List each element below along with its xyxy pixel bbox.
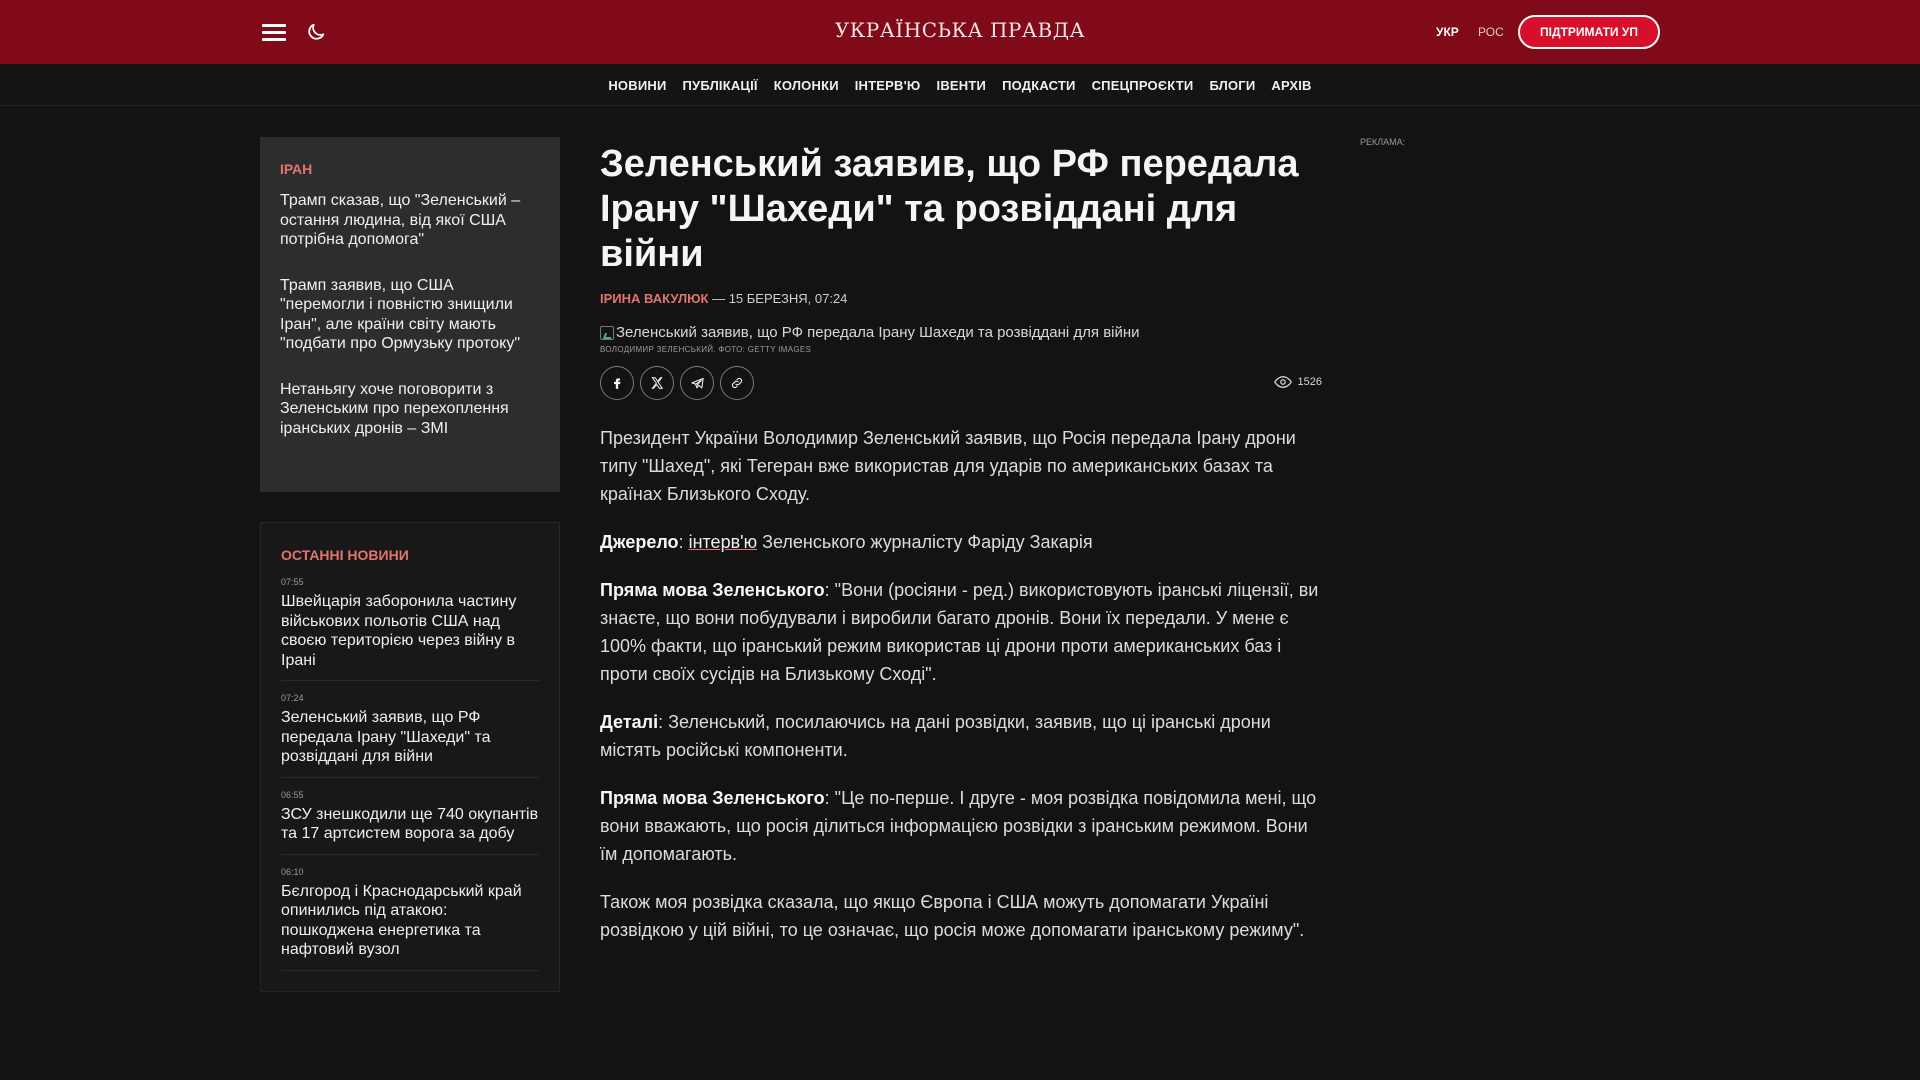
- x-icon: [650, 376, 664, 390]
- menu-icon[interactable]: [262, 24, 286, 42]
- facebook-icon: [610, 376, 624, 390]
- nav-item-archive[interactable]: АРХІВ: [1271, 78, 1312, 93]
- topic-item[interactable]: Трамп сказав, що "Зеленський – остання людина, від якої США потрібна допомога": [280, 192, 521, 248]
- byline: [600, 291, 1322, 306]
- eye-icon: [1274, 376, 1292, 388]
- latest-news-item[interactable]: [281, 790, 539, 855]
- ad-label: РЕКЛАМА:: [1360, 137, 1406, 147]
- nav-item-events[interactable]: ІВЕНТИ: [936, 78, 987, 93]
- site-logo[interactable]: УКРАЇНСЬКА ПРАВДА: [834, 18, 1086, 42]
- news-title[interactable]: ЗСУ знешкодили ще 740 окупантів та 17 артсистем ворога за добу: [281, 805, 539, 842]
- news-title[interactable]: Швейцарія заборонила частину військових польотів США над своєю територією через війну в Ірані: [281, 593, 517, 669]
- author-link[interactable]: ІРИНА ВАКУЛЮК: [600, 291, 709, 306]
- interview-link[interactable]: інтерв'ю: [688, 532, 758, 552]
- nav-item-interviews[interactable]: ІНТЕРВ'Ю: [854, 78, 921, 93]
- news-time: 07:55: [281, 577, 304, 587]
- paragraph-label: Пряма мова Зеленського: [600, 788, 825, 808]
- article-image: [600, 324, 1322, 341]
- news-time: 06:55: [281, 789, 304, 800]
- latest-news-item[interactable]: [281, 867, 539, 971]
- latest-news-box: [260, 522, 560, 992]
- article: [600, 142, 1322, 964]
- telegram-share-button[interactable]: [680, 366, 714, 400]
- nav-item-news[interactable]: НОВИНИ: [608, 78, 667, 93]
- topic-box-iran: [260, 137, 560, 492]
- nav-item-podcasts[interactable]: ПОДКАСТИ: [1002, 78, 1076, 93]
- paragraph-text: : "Вони (росіяни - ред.) використовують іранські ліцензії, ви знаєте, що вони побудували і виробили багато дронів. Вони їх передали. У мене є 100% факти, що іранський режим використав ці дрони проти американських баз і проти своїх сусідів на Близькому Сході".: [600, 580, 1319, 684]
- share-bar: [600, 366, 1322, 400]
- paragraph-text: Зеленського журналісту Фаріду Закарія: [757, 532, 1093, 552]
- x-share-button[interactable]: [640, 366, 674, 400]
- support-button[interactable]: ПІДТРИМАТИ УП: [1518, 15, 1660, 49]
- image-caption: ВОЛОДИМИР ЗЕЛЕНСЬКИЙ. ФОТО: GETTY IMAGES: [600, 345, 812, 354]
- copy-link-button[interactable]: [720, 366, 754, 400]
- topic-heading[interactable]: ІРАН: [280, 161, 313, 177]
- views-counter: [1274, 376, 1322, 388]
- nav-item-blogs[interactable]: БЛОГИ: [1209, 78, 1256, 93]
- facebook-share-button[interactable]: [600, 366, 634, 400]
- paragraph: [600, 708, 1322, 764]
- nav-item-special-projects[interactable]: СПЕЦПРОЄКТИ: [1091, 78, 1194, 93]
- link-icon: [730, 376, 744, 390]
- telegram-icon: [690, 376, 705, 391]
- article-headline: Зеленський заявив, що РФ передала Ірану "Шахеди" та розвiддані для війни: [600, 143, 1299, 275]
- paragraph: [600, 528, 1322, 556]
- latest-news-item[interactable]: [281, 577, 539, 681]
- paragraph-label: Пряма мова Зеленського: [600, 580, 825, 600]
- latest-news-heading[interactable]: ОСТАННІ НОВИНИ: [281, 547, 409, 563]
- publish-date: — 15 БЕРЕЗНЯ, 07:24: [708, 291, 848, 306]
- latest-news-item[interactable]: [281, 693, 539, 778]
- paragraph-label: Джерело: [600, 532, 679, 552]
- news-title[interactable]: Бєлгород і Краснодарський край опинились під атакою: пошкоджена енергетика та нафтовий вузол: [281, 882, 522, 958]
- dark-mode-icon[interactable]: [305, 21, 327, 43]
- news-title[interactable]: Зеленський заявив, що РФ передала Ірану "Шахеди" та розвiддані для війни: [281, 709, 491, 765]
- topic-item[interactable]: Трамп заявив, що США "перемогли і повністю знищили Іран", але країни світу мають "подбати про Ормузьку протоку": [280, 276, 521, 352]
- top-bar: [0, 0, 1920, 64]
- lang-ukr-link[interactable]: УКР: [1436, 25, 1459, 39]
- paragraph: [600, 784, 1322, 868]
- broken-image-icon: [600, 326, 614, 340]
- main-nav: [0, 64, 1920, 106]
- news-time: 07:24: [281, 693, 304, 703]
- page-bottom: [0, 992, 1920, 1080]
- article-body: [600, 424, 1322, 944]
- paragraph-label: Деталі: [600, 712, 659, 732]
- paragraph-text: : "Це по-перше. І друге - моя розвідка повідомила мені, що вони вважають, що росія ділиться інформацією розвідки з іранським режимом. Вони їм допомагають.: [600, 788, 1317, 864]
- paragraph: [600, 576, 1322, 688]
- separator: :: [678, 532, 689, 552]
- image-alt-text: Зеленський заявив, що РФ передала Ірану Шахеди та розвiддані для війни: [616, 324, 1140, 341]
- lang-ros-link[interactable]: РОС: [1478, 25, 1504, 39]
- nav-item-columns[interactable]: КОЛОНКИ: [773, 78, 839, 93]
- topic-item[interactable]: Нетаньягу хоче поговорити з Зеленським про перехоплення іранських дронів – ЗМІ: [280, 380, 509, 437]
- news-time: 06:10: [281, 866, 304, 877]
- views-count: 1526: [1297, 376, 1322, 388]
- paragraph: Також моя розвідка сказала, що якщо Європа і США можуть допомагати Україні розвідкою у цій війні, то це означає, що росія може допомагати іранському режиму".: [600, 892, 1305, 940]
- nav-item-publications[interactable]: ПУБЛІКАЦІЇ: [682, 78, 758, 93]
- paragraph: Президент України Володимир Зеленський заявив, що Росія передала Ірану дрони типу "Шахед", які Тегеран вже використав для ударів по американських базах та країнах Близького Сходу.: [600, 428, 1296, 504]
- paragraph-text: : Зеленський, посилаючись на дані розвідки, заявив, що ці іранські дрони містять російські компоненти.: [600, 712, 1271, 760]
